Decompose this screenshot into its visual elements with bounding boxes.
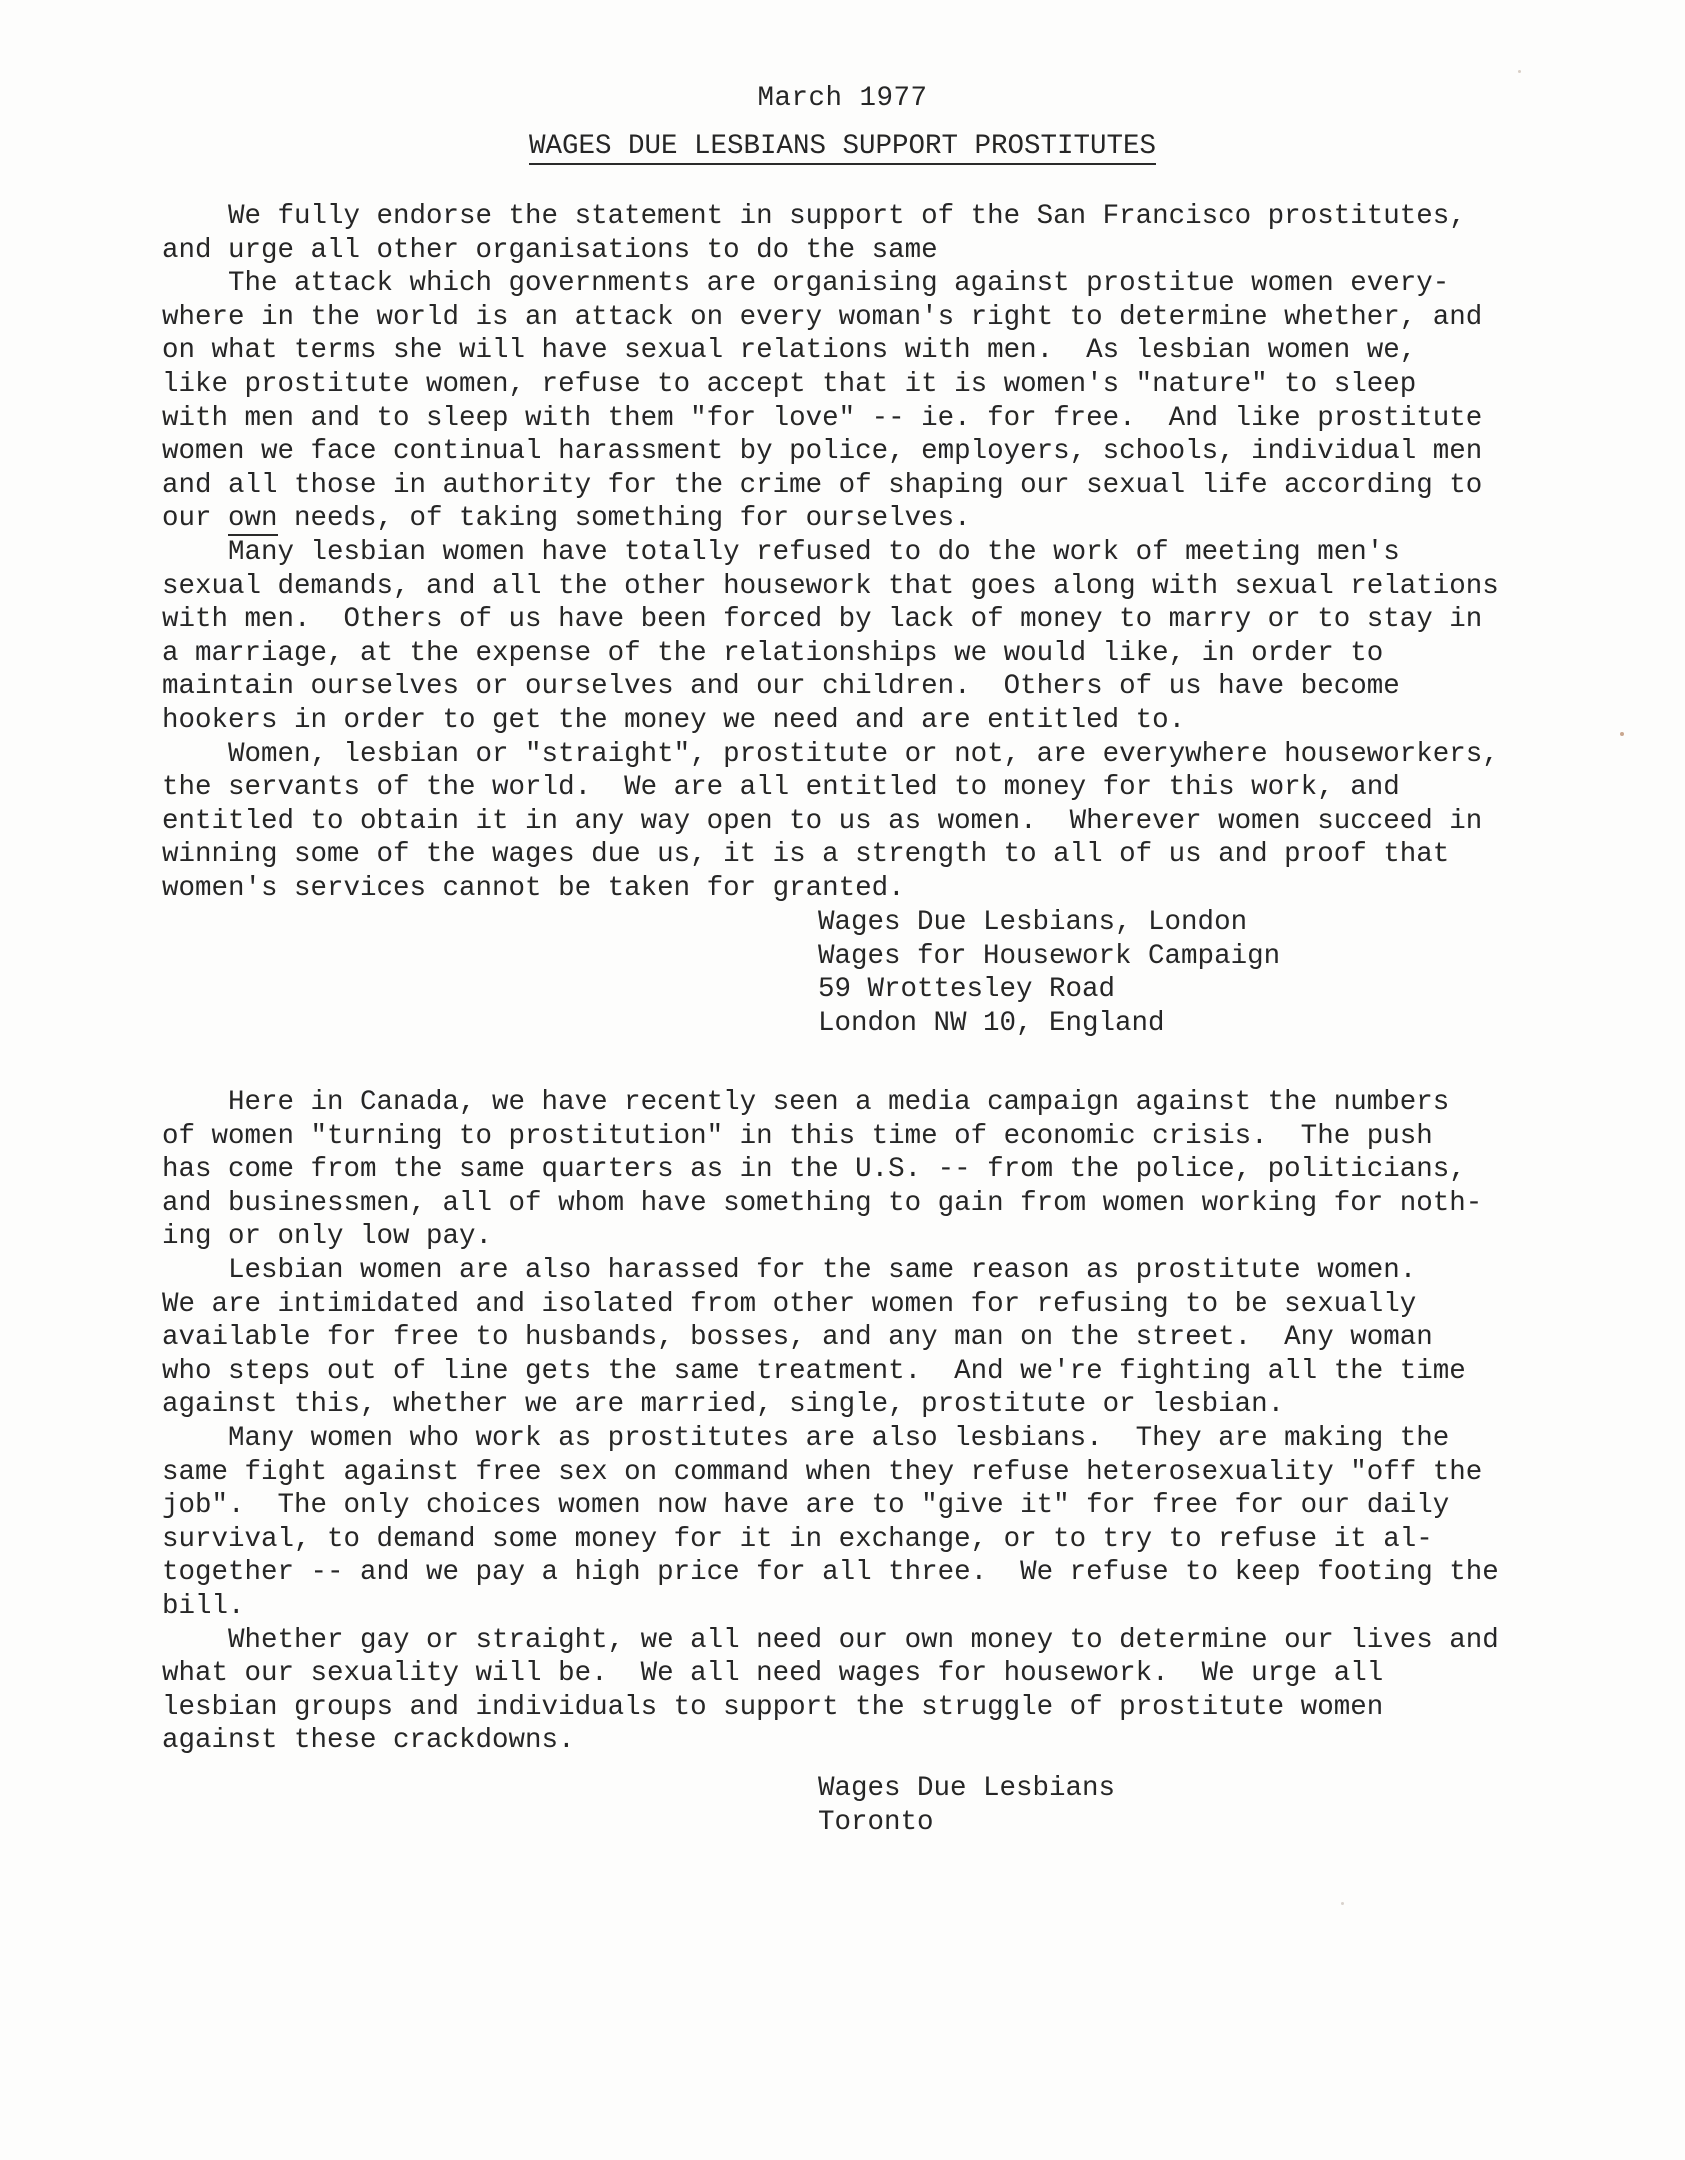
london-statement <box>162 200 1532 905</box>
signature-line: Toronto <box>818 1806 934 1838</box>
toronto-signature <box>818 1772 1115 1839</box>
signature-line: London NW 10, England <box>818 1007 1165 1039</box>
text-line: Lesbian women are also harassed for the same reason as prostitute women. <box>162 1254 1417 1286</box>
text-line: hookers in order to get the money we need and are entitled to. <box>162 704 1186 736</box>
toronto-paragraph-3 <box>162 1422 1532 1624</box>
toronto-paragraph-1 <box>162 1086 1532 1254</box>
signature-line: Wages Due Lesbians <box>818 1773 1116 1804</box>
text-line: same fight against free sex on command when they refuse heterosexuality "off the <box>162 1456 1483 1488</box>
text-line: on what terms she will have sexual relations with men. As lesbian women we, <box>162 335 1417 367</box>
signature-line: Wages for Housework Campaign <box>818 940 1281 972</box>
toronto-paragraph-4 <box>162 1624 1532 1758</box>
text-line: winning some of the wages due us, it is a strength to all of us and proof that <box>162 839 1450 871</box>
text-line: We are intimidated and isolated from other women for refusing to be sexually <box>162 1288 1417 1320</box>
london-paragraph-3 <box>162 536 1532 738</box>
text-line: We fully endorse the statement in support of the San Francisco prostitutes, <box>162 201 1466 232</box>
text-line: and urge all other organisations to do the same <box>162 234 938 266</box>
text-line: who steps out of line gets the same treatment. And we're fighting all the time <box>162 1355 1466 1387</box>
text-line: women's services cannot be taken for granted. <box>162 872 905 904</box>
paper-speck <box>1341 1902 1344 1905</box>
text-line: women we face continual harassment by police, employers, schools, individual men <box>162 436 1483 468</box>
london-paragraph-1 <box>162 200 1532 267</box>
text-line: Women, lesbian or "straight", prostitute or not, are everywhere houseworkers, <box>162 738 1499 770</box>
signature-line: Wages Due Lesbians, London <box>818 907 1248 938</box>
text-line: Whether gay or straight, we all need our own money to determine our lives and <box>162 1624 1499 1656</box>
text-line: maintain ourselves or ourselves and our children. Others of us have become <box>162 671 1400 703</box>
text-line: The attack which governments are organising against prostitue women every- <box>162 268 1450 300</box>
text-line: job". The only choices women now have are to "give it" for free for our daily <box>162 1490 1450 1522</box>
text-line: with men. Others of us have been forced by lack of money to marry or to stay in <box>162 604 1483 636</box>
text-line: like prostitute women, refuse to accept that it is women's "nature" to sleep <box>162 368 1417 400</box>
paper-speck <box>1518 70 1521 73</box>
text-line: available for free to husbands, bosses, and any man on the street. Any woman <box>162 1322 1433 1354</box>
text-line: sexual demands, and all the other housework that goes along with sexual relations <box>162 570 1499 602</box>
text-line: what our sexuality will be. We all need wages for housework. We urge all <box>162 1658 1384 1690</box>
text-line: against this, whether we are married, single, prostitute or lesbian. <box>162 1389 1285 1421</box>
text-line: together -- and we pay a high price for all three. We refuse to keep footing the <box>162 1557 1499 1589</box>
paper-speck <box>1620 732 1624 736</box>
text-line <box>162 502 1532 536</box>
text-line: survival, to demand some money for it in exchange, or to try to refuse it al- <box>162 1523 1433 1555</box>
toronto-statement <box>162 1086 1532 1758</box>
text-line: the servants of the world. We are all entitled to money for this work, and <box>162 772 1400 804</box>
text-line: of women "turning to prostitution" in this time of economic crisis. The push <box>162 1120 1433 1152</box>
london-paragraph-2 <box>162 267 1532 536</box>
signature-line: 59 Wrottesley Road <box>818 974 1116 1006</box>
text-line: entitled to obtain it in any way open to us as women. Wherever women succeed in <box>162 805 1483 837</box>
text-line: and all those in authority for the crime of shaping our sexual life according to <box>162 469 1483 501</box>
text-line: with men and to sleep with them "for love" -- ie. for free. And like prostitute <box>162 402 1483 434</box>
toronto-paragraph-2 <box>162 1254 1532 1422</box>
text-line: lesbian groups and individuals to support the struggle of prostitute women <box>162 1691 1384 1723</box>
text-fragment: our <box>162 503 229 535</box>
document-title <box>0 130 1685 164</box>
text-line: bill. <box>162 1590 245 1622</box>
text-line: Here in Canada, we have recently seen a media campaign against the numbers <box>162 1087 1450 1118</box>
text-line: against these crackdowns. <box>162 1725 575 1757</box>
text-line: Many lesbian women have totally refused to do the work of meeting men's <box>162 536 1400 568</box>
london-signature <box>818 906 1280 1040</box>
text-line: and businessmen, all of whom have something to gain from women working for noth- <box>162 1187 1483 1219</box>
document-date: March 1977 <box>757 83 928 114</box>
text-line: where in the world is an attack on every woman's right to determine whether, and <box>162 301 1483 333</box>
text-fragment: needs, of taking something for ourselves. <box>277 503 971 535</box>
london-paragraph-4 <box>162 738 1532 906</box>
document-title-text: WAGES DUE LESBIANS SUPPORT PROSTITUTES <box>529 131 1156 165</box>
text-line: has come from the same quarters as in the U.S. -- from the police, politicians, <box>162 1154 1466 1186</box>
underlined-word: own <box>228 503 278 535</box>
text-line: Many women who work as prostitutes are also lesbians. They are making the <box>162 1422 1450 1454</box>
text-line: ing or only low pay. <box>162 1221 493 1253</box>
text-line: a marriage, at the expense of the relationships we would like, in order to <box>162 637 1384 669</box>
